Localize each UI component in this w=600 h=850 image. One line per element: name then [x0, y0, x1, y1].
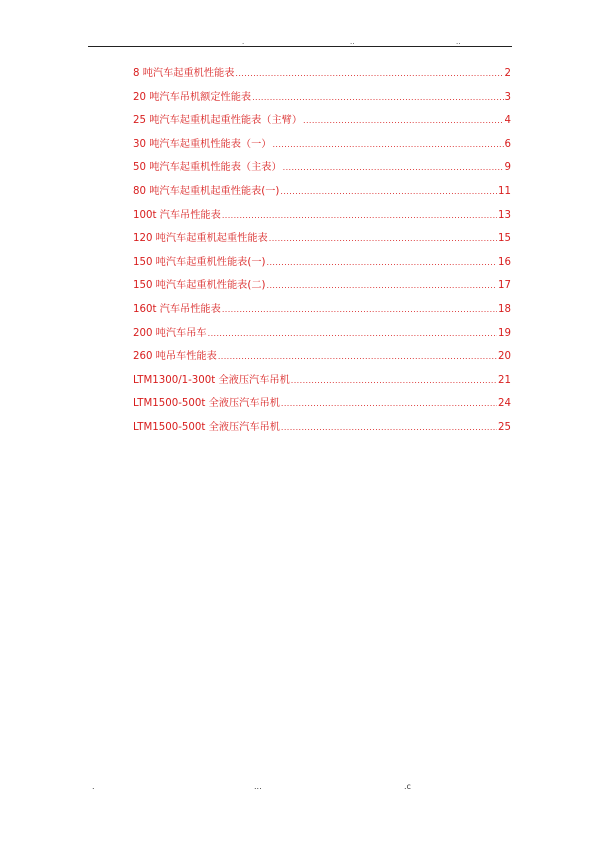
- toc-leader-dots: [235, 69, 503, 78]
- toc-entry-title: 260 吨吊车性能表: [133, 351, 217, 363]
- toc-entry-page: 4: [504, 115, 511, 127]
- toc-entry[interactable]: [133, 229, 511, 253]
- toc-entry[interactable]: [133, 206, 511, 230]
- toc-leader-dots: [222, 211, 497, 220]
- toc-entry[interactable]: [133, 324, 511, 348]
- toc-entry-title: 30 吨汽车起重机性能表（一）: [133, 138, 272, 150]
- toc-leader-dots: [222, 305, 497, 314]
- toc-entry-page: 21: [498, 374, 511, 386]
- toc-entry-page: 17: [498, 280, 511, 292]
- toc-entry-page: 13: [498, 209, 511, 221]
- toc-leader-dots: [269, 234, 497, 243]
- footer-mark: .c: [404, 782, 411, 791]
- toc-entry-title: LTM1300/1-300t 全液压汽车吊机: [133, 374, 290, 386]
- toc-entry[interactable]: [133, 276, 511, 300]
- toc-entry-page: 9: [504, 162, 511, 174]
- toc-leader-dots: [283, 163, 504, 172]
- toc-leader-dots: [291, 376, 497, 385]
- toc-entry-title: 20 吨汽车吊机额定性能表: [133, 91, 252, 103]
- toc-leader-dots: [252, 93, 503, 102]
- toc-entry-title: 200 吨汽车吊车: [133, 327, 207, 339]
- toc-leader-dots: [281, 423, 497, 432]
- toc-entry-page: 19: [498, 327, 511, 339]
- footer-mark: ...: [254, 782, 262, 791]
- toc-leader-dots: [208, 329, 497, 338]
- toc-entry[interactable]: [133, 394, 511, 418]
- toc-entry-page: 6: [504, 138, 511, 150]
- toc-entry[interactable]: [133, 182, 511, 206]
- toc-leader-dots: [280, 187, 497, 196]
- toc-entry-page: 16: [498, 256, 511, 268]
- toc-entry-title: 120 吨汽车起重机起重性能表: [133, 233, 268, 245]
- toc-entry-title: 25 吨汽车起重机起重性能表（主臂）: [133, 115, 303, 127]
- toc-entry-page: 11: [498, 185, 511, 197]
- toc-entry[interactable]: [133, 135, 511, 159]
- toc-entry-title: 100t 汽车吊性能表: [133, 209, 221, 221]
- toc-entry-title: 50 吨汽车起重机性能表（主表）: [133, 162, 282, 174]
- toc-entry-title: 8 吨汽车起重机性能表: [133, 68, 235, 79]
- toc-entry-title: 160t 汽车吊性能表: [133, 303, 221, 315]
- toc-entry-page: 2: [504, 68, 511, 79]
- toc-entry-title: 150 吨汽车起重机性能表(二): [133, 280, 266, 292]
- toc-entry[interactable]: [133, 371, 511, 395]
- toc-entry-page: 3: [504, 91, 511, 103]
- toc-entry[interactable]: [133, 300, 511, 324]
- toc-entry-page: 15: [498, 233, 511, 245]
- table-of-contents: [133, 64, 511, 442]
- toc-leader-dots: [281, 399, 497, 408]
- toc-entry[interactable]: [133, 158, 511, 182]
- footer-mark: .: [92, 782, 95, 791]
- toc-entry-page: 20: [498, 351, 511, 363]
- toc-leader-dots: [267, 258, 498, 267]
- toc-leader-dots: [218, 352, 497, 361]
- toc-entry-title: 150 吨汽车起重机性能表(一): [133, 256, 266, 268]
- toc-leader-dots: [272, 140, 503, 149]
- toc-leader-dots: [267, 281, 498, 290]
- toc-leader-dots: [303, 116, 504, 125]
- header-mark: ..: [350, 38, 355, 46]
- toc-entry-title: LTM1500-500t 全液压汽车吊机: [133, 398, 280, 410]
- toc-entry[interactable]: [133, 418, 511, 442]
- toc-entry-page: 24: [498, 398, 511, 410]
- toc-entry[interactable]: [133, 347, 511, 371]
- toc-entry[interactable]: [133, 253, 511, 277]
- toc-entry-page: 25: [498, 421, 511, 433]
- toc-entry[interactable]: [133, 88, 511, 112]
- toc-entry-title: 80 吨汽车起重机起重性能表(一): [133, 185, 280, 197]
- toc-entry[interactable]: [133, 64, 511, 88]
- header-mark: .: [242, 38, 245, 46]
- toc-entry-page: 18: [498, 303, 511, 315]
- header-mark: ..: [456, 38, 461, 46]
- header-divider: [88, 46, 512, 47]
- toc-entry[interactable]: [133, 111, 511, 135]
- toc-entry-title: LTM1500-500t 全液压汽车吊机: [133, 421, 280, 433]
